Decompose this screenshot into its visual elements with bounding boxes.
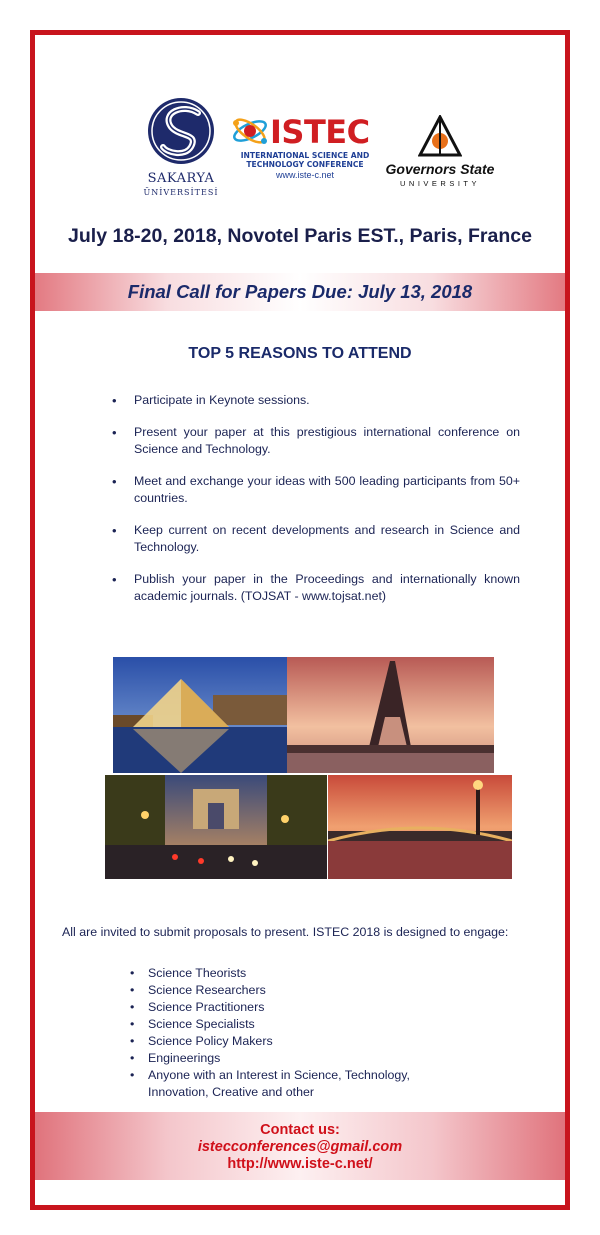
gsu-subtitle: UNIVERSITY <box>399 179 480 188</box>
eiffel-tower-photo <box>287 657 494 773</box>
gsu-name: Governors State <box>385 161 495 177</box>
audience-item: • Science Researchers <box>128 982 458 999</box>
gsu-logo <box>385 115 495 195</box>
audience-item: • Science Practitioners <box>128 999 458 1016</box>
sakarya-emblem-icon <box>143 95 219 171</box>
istec-subtitle-line2: TECHNOLOGY CONFERENCE <box>246 160 364 169</box>
sakarya-logo <box>143 95 219 197</box>
sakarya-subtitle: ÜNİVERSİTESİ <box>143 188 219 197</box>
reason-item: • Meet and exchange your ideas with 500 leading participants from 50+ countries. <box>110 473 520 507</box>
istec-title: ISTEC <box>270 113 370 151</box>
audience-item: • Science Specialists <box>128 1016 458 1033</box>
event-date-location: July 18-20, 2018, Novotel Paris EST., Paris, France <box>68 225 532 247</box>
flyer-frame <box>30 30 570 1210</box>
audience-intro: All are invited to submit proposals to present. ISTEC 2018 is designed to engage: <box>62 925 509 939</box>
reason-item: • Present your paper at this prestigious international conference on Science and Technology. <box>110 424 520 458</box>
reason-item: • Keep current on recent developments and research in Science and Technology. <box>110 522 520 556</box>
reason-item: • Publish your paper in the Proceedings and internationally known academic journals. (TOJSAT - www.tojsat.net) <box>110 571 520 605</box>
atom-icon <box>230 113 274 149</box>
istec-logo <box>230 113 380 185</box>
contact-website-link[interactable]: http://www.iste-c.net/ <box>227 1156 373 1172</box>
reason-item: • Participate in Keynote sessions. <box>110 392 520 409</box>
audience-item: • Engineerings <box>128 1050 458 1067</box>
contact-email-link[interactable]: istecconferences@gmail.com <box>197 1139 403 1155</box>
gsu-emblem-icon <box>418 115 462 159</box>
call-for-papers-banner <box>35 273 565 311</box>
audience-item: • Science Policy Makers <box>128 1033 458 1050</box>
contact-banner <box>35 1112 565 1180</box>
audience-item: • Anyone with an Interest in Science, Technology, Innovation, Creative and other <box>128 1067 458 1101</box>
sakarya-name: SAKARYA <box>147 171 215 186</box>
audience-list <box>128 965 458 1101</box>
istec-subtitle-line1: INTERNATIONAL SCIENCE AND <box>240 151 370 160</box>
contact-heading: Contact us: <box>260 1122 340 1138</box>
logo-row <box>35 95 565 205</box>
reasons-title: TOP 5 REASONS TO ATTEND <box>188 345 412 362</box>
arc-de-triomphe-photo <box>105 775 327 879</box>
call-for-papers-text: Final Call for Papers Due: July 13, 2018 <box>127 281 473 302</box>
istec-url: www.iste-c.net <box>275 170 335 180</box>
reasons-list <box>110 392 520 620</box>
audience-item: • Science Theorists <box>128 965 458 982</box>
louvre-photo <box>113 657 287 773</box>
pont-alexandre-photo <box>328 775 512 879</box>
paris-photo-collage <box>105 657 512 879</box>
